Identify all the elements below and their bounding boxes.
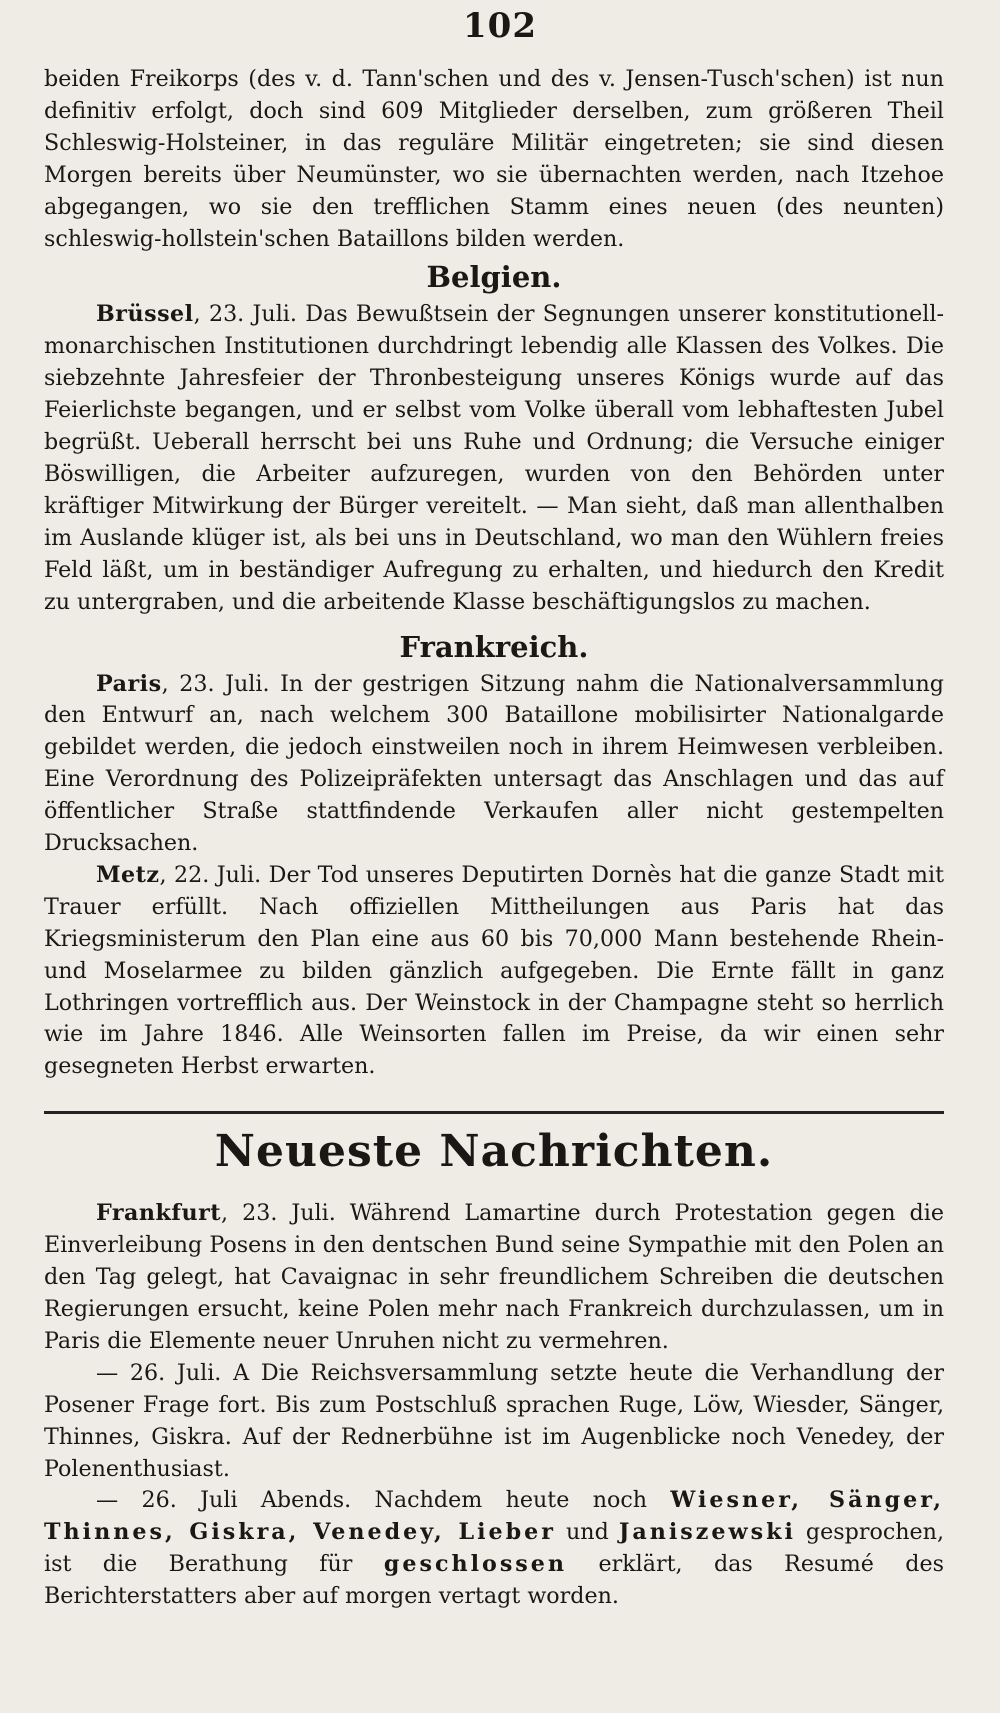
- page-number: 102: [463, 6, 537, 46]
- section-heading-neueste-nachrichten: Neueste Nachrichten.: [214, 1126, 774, 1178]
- dateline-location: Brüssel: [96, 301, 194, 328]
- section-heading-belgien: Belgien.: [426, 260, 562, 295]
- dateline-location: Frankfurt: [96, 1200, 222, 1227]
- article-brussel: [44, 299, 944, 618]
- article-update-26-juli-abends: — 26. Juli Abends. Nachdem heute noch Wiesner, Sänger, Thinnes, Giskra, Venedey, Lieber und Janiszewski gesprochen, ist die Berathung für geschlossen erklärt, das Resumé des Berichterstatters aber auf morgen vertagt worden.: [44, 1487, 945, 1610]
- speaker-name: Janiszewski: [618, 1519, 796, 1546]
- continued-paragraph: beiden Freikorps (des v. d. Tann'schen und des v. Jensen-Tusch'schen) ist nun definitiv erfolgt, doch sind 609 Mitglieder derselben, zum größeren Theil Schleswig-Holsteiner, in das reguläre Militär eingetreten; sie sind diesen Morgen bereits über Neumünster, wo sie übernachten werden, nach Itzehoe abgegangen, wo sie den trefflichen Stamm eines neuen (des neunten) schleswig-hollstein'schen Bataillons bilden werden.: [44, 66, 944, 252]
- section-heading-frankreich: Frankreich.: [399, 629, 589, 664]
- article-body: , 23. Juli. Das Bewußtsein der Segnungen unserer konstitutionell-monarchischen Institutionen durchdringt lebendig alle Klassen des Volkes. Die siebzehnte Jahresfeier der Thronbesteigung unseres Königs wurde auf das Feierlichste begangen, und er selbst vom Volke überall vom lebhaftesten Jubel begrüßt. Ueberall herrscht bei uns Ruhe und Ordnung; die Versuche einiger Böswilligen, die Arbeiter aufzuregen, wurden von den Behörden unter kräftiger Mitwirkung der Bürger vereitelt. — Man sieht, daß man allenthalben im Auslande klüger ist, als bei uns in Deutschland, wo man den Wühlern freies Feld läßt, um in beständiger Aufregung zu erhalten, und hiedurch den Kredit zu untergraben, und die arbeitende Klasse beschäftigungslos zu machen.: [44, 301, 944, 615]
- article-frankfurt: [44, 1198, 944, 1358]
- article-body: , 22. Juli. Der Tod unseres Deputirten Dornès hat die ganze Stadt mit Trauer erfüllt. Nach offiziellen Mittheilungen aus Paris hat das Kriegsministerum den Plan eine aus 60 bis 70,000 Mann bestehende Rhein- und Moselarmee zu bilden gänzlich aufgegeben. Die Ernte fällt in ganz Lothringen vortrefflich aus. Der Weinstock in der Champagne steht so herrlich wie im Jahre 1846. Alle Weinsorten fallen im Preise, da wir einen sehr gesegneten Herbst erwarten.: [44, 861, 944, 1080]
- section-divider: [44, 1111, 944, 1114]
- article-body: , 23. Juli. In der gestrigen Sitzung nahm die Nationalversammlung den Entwurf an, nach welchem 300 Bataillone mobilisirter Nationalgarde gebildet werden, die jedoch einstweilen noch in ihrem Heimwesen verbleiben. Eine Verordnung des Polizeipräfekten untersagt das Anschlagen und das auf öffentlicher Straße stattfindende Verkaufen aller nicht gestempelten Drucksachen.: [44, 670, 944, 857]
- article-update-26-juli: — 26. Juli. A Die Reichsversammlung setzte heute die Verhandlung der Posener Frage fort. Bis zum Postschluß sprachen Ruge, Löw, Wiesder, Sänger, Thinnes, Giskra. Auf der Rednerbühne ist im Augenblicke noch Venedey, der Polenenthusiast.: [44, 1359, 944, 1482]
- speaker-names: Wiesner, Sänger, Thinnes, Giskra, Venedey, Lieber: [44, 1487, 945, 1546]
- text-column: [44, 64, 944, 1613]
- emphasis-word: geschlossen: [383, 1551, 568, 1578]
- article-metz: [44, 860, 944, 1083]
- dateline-location: Metz: [96, 861, 160, 888]
- article-paris: [44, 669, 944, 860]
- article-body: , 23. Juli. Während Lamartine durch Protestation gegen die Einverleibung Posens in den dentschen Bund seine Sympathie mit den Polen an den Tag gelegt, hat Cavaignac in sehr freundlichem Schreiben die deutschen Regierungen ersucht, keine Polen mehr nach Frankreich durchzulassen, um in Paris die Elemente neuer Unruhen nicht zu vermehren.: [44, 1200, 944, 1354]
- dateline-location: Paris: [96, 670, 162, 697]
